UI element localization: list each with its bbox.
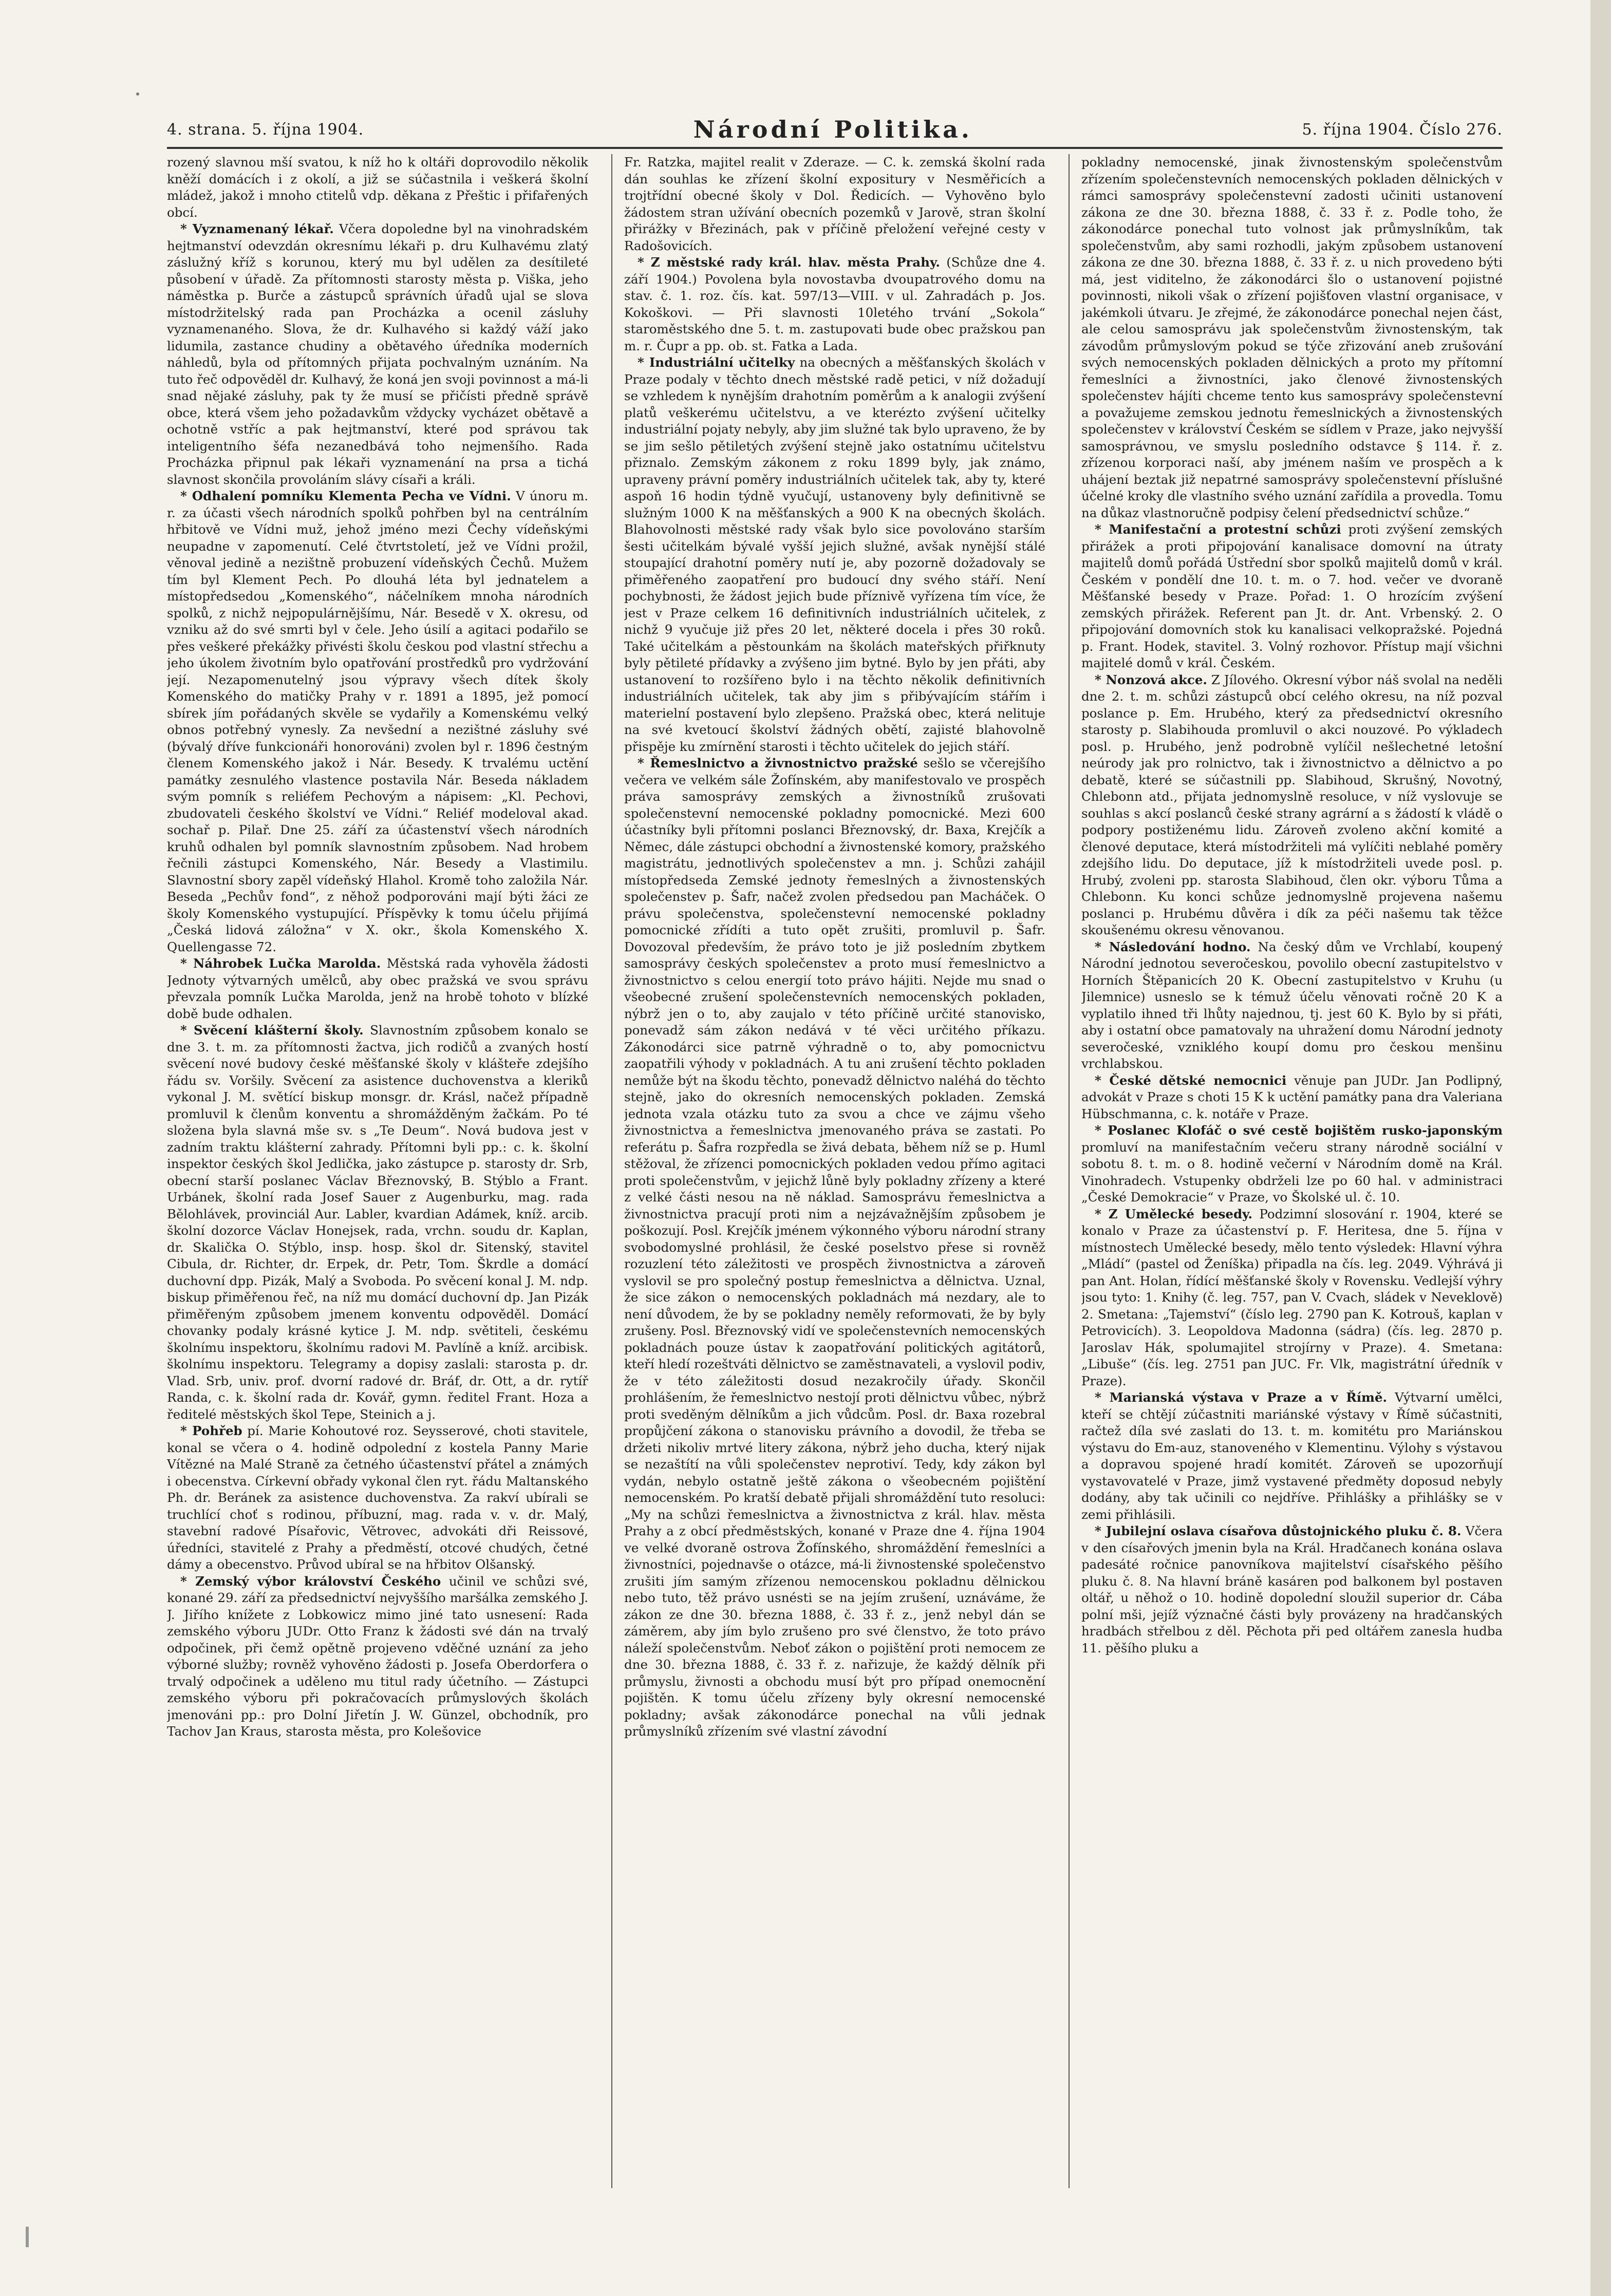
article-headline: * Odhalení pomníku Klementa Pecha ve Vídni. bbox=[180, 488, 511, 503]
column-divider bbox=[611, 154, 612, 2188]
masthead: Národní Politika. bbox=[693, 116, 972, 143]
header-right: 5. října 1904. Číslo 276. bbox=[1302, 120, 1503, 139]
article-headline: * Vyznamenaný lékař. bbox=[180, 221, 334, 236]
article-body: Výtvarní umělci, kteří se chtějí zúčastniti mariánské výstavy v Římě súčastniti, račtež díla své zaslati do 13. t. m. komitétu pro Mariánskou výstavu do Em-auz, stanoveného v Klementinu. Výlohy s výstavou a dopravou spojené hradí komitét. Zároveň se upozorňují vystavovatelé v Praze, jimž vystavené předměty doposud nebyly dodány, aby tak učinili co nejdříve. Přihlášky a přihlášky se v zemi přihlásili. bbox=[1081, 1390, 1503, 1522]
article-paragraph bbox=[167, 488, 588, 955]
article-body: Slavnostním způsobem konalo se dne 3. t. m. za přítomnosti žactva, jich rodičů a zvaných hostí svěcení nové budovy české měšťanské školy v klášteře zdejšího řádu sv. Voršily. Svěcení za asistence duchovenstva a kleriků vykonal J. M. světící biskup monsgr. dr. Krásl, načež případně promluvil k členům konventu a shromážděným žačkám. Po té složena byla slavná mše sv. s „Te Deum“. Nová budova jest v zadním traktu klášterní zahrady. Přítomni byli pp.: c. k. školní inspektor českých škol Jedlička, jako zástupce p. starosty dr. Srb, obecní starší poslanec Václav Březnovský, B. Stýblo a Frant. Urbánek, školní rada Josef Sauer z Augenburku, mag. rada Bělohlávek, provinciál Aur. Labler, kvardian Adámek, kníž. arcib. školní dozorce Václav Honejsek, rada, vrchn. soudu dr. Kaplan, dr. Skalička O. Stýblo, insp. hosp. škol dr. Sitenský, stavitel Cibula, dr. Richter, dr. Erpek, dr. Petr, Tom. Škrdle a domácí duchovní dpp. Pizák, Malý a Svoboda. Po svěcení konal J. M. ndp. biskup přiměřenou řeč, na níž mu domácí duchovní dp. Jan Pizák přiměřeným způsobem jmenem konventu odpověděl. Domácí chovanky podaly krásné kytice J. M. ndp. světiteli, českému školnímu inspektoru, školnímu radovi M. Pavlíně a kníž. arcibisk. školnímu inspektoru. Telegramy a dopisy zaslali: starosta p. dr. Vlad. Srb, univ. prof. dvorní radové dr. Bráf, dr. Ott, a dr. rytíř Randa, c. k. školní rada dr. Kovář, gymn. ředitel Frant. Hoza a ředitelé městských škol Tepe, Steinich a j. bbox=[167, 1023, 588, 1422]
article-paragraph bbox=[1081, 672, 1503, 939]
article-body: Včera dopoledne byl na vinohradském hejtmanství odevzdán okresnímu lékaři p. dru Kulhavému zlatý záslužný kříž s korunou, který mu byl udělen za desítileté působení v úřadě. Za přítomnosti starosty města p. Viška, jeho náměstka p. Burče a zástupců správních úřadů ujal se slova místodržitelský rada pan Procházka a ocenil zásluhy vyznamenaného. Slova, že dr. Kulhavého si každý váží jako lidumila, zastance chudiny a obětavého úředníka moderních náhledů, byla od přítomných přijata pochvalným uznáním. Na tuto řeč odpověděl dr. Kulhavý, že koná jen svoji povinnost a má-li snad nějaké zásluhy, pak ty že musí se přičísti předně správě obce, která všem jeho požadavkům vždycky vycházet obětavě a ochotně vstříc a pak hejtmanství, které pod správou tak inteligentního šéfa nezanedbává toho nejmenšího. Rada Procházka připnul pak lékaři vyznamenání na prsa a tichá slavnost skončila provoláním slávy císaři a králi. bbox=[167, 221, 588, 487]
article-paragraph bbox=[1081, 154, 1503, 521]
article-body: Včera v den císařových jmenin byla na Král. Hradčanech konána oslava padesáté ročnice panovníkova majitelství císařského pěšího pluku č. 8. Na hlavní bráně kasáren pod balkonem byl postaven oltář, u něhož o 10. hodině dopolední sloužil superior dr. Cába polní mši, jejíž význačné části byly provázeny na hradčanských hradbách střelbou z děl. Pěchota při ped oltářem zanesla hudba 11. pěšího pluku a bbox=[1081, 1523, 1503, 1655]
article-headline: * České dětské nemocnici bbox=[1095, 1072, 1287, 1088]
article-paragraph bbox=[1081, 1206, 1503, 1390]
article-headline: * Zemský výbor království Českého bbox=[180, 1573, 441, 1589]
article-body: (Schůze dne 4. září 1904.) Povolena byla novostavba dvoupatrového domu na stav. č. 1. roz. čís. kat. 597/13—VIII. v ul. Zahradách p. Jos. Kokoškovi. — Při slavnosti 10letého trvání „Sokola“ staroměstského dne 5. t. m. zastupovati bude obec pražskou pan m. r. Čupr a pp. ob. st. Fatka a Lada. bbox=[624, 255, 1045, 353]
article-headline: * Řemeslnictvo a živnostnictvo pražské bbox=[638, 756, 918, 770]
article-paragraph bbox=[624, 254, 1045, 354]
column-divider bbox=[1069, 154, 1070, 2188]
article-headline: * Jubilejní oslava císařova důstojnického pluku č. 8. bbox=[1095, 1523, 1462, 1538]
article-paragraph bbox=[1081, 1389, 1503, 1523]
article-headline: * Marianská výstava v Praze a v Římě. bbox=[1095, 1390, 1388, 1405]
article-headline: * Industriální učitelky bbox=[638, 355, 795, 370]
article-paragraph bbox=[1081, 1072, 1503, 1123]
article-paragraph bbox=[167, 955, 588, 1022]
article-headline: * Manifestační a protestní schůzi bbox=[1095, 522, 1341, 537]
article-paragraph bbox=[624, 755, 1045, 1740]
article-paragraph bbox=[1081, 1122, 1503, 1206]
article-body: promluví na manifestačním večeru strany národně sociální v sobotu 8. t. m. o 8. hodině večerní v Národním domě na Král. Vinohradech. Vstupenky obdrželi lze po 60 hal. v administraci „České Demokracie“ v Praze, vo Školské ul. č. 10. bbox=[1081, 1139, 1503, 1205]
article-body: Na český dům ve Vrchlabí, koupený Národní jednotou severočeskou, povolilo obecní zastupitelstvo v Horních Štěpanicích 20 K. Obecní zastupitelstvo v Kruhu (u Jilemnice) usneslo se k témuž účelu věnovati ročně 20 K a vyplatilo ihned tři lhůty najednou, tj. jest 60 K. Bylo by si přáti, aby i ostatní obce pamatovaly na uhražení domu Národní jednoty severočeské, vzniklého koupí domu pro českou menšinu vrchlabskou. bbox=[1081, 939, 1503, 1071]
article-body: Z Jílového. Okresní výbor náš svolal na neděli dne 2. t. m. schůzi zástupců obcí celého okresu, na níž pozval poslance p. Em. Hrubého, který za předsednictví okresního starosty p. Slabihouda promluvil o akci nouzové. Po výkladech posl. p. Hrubého, jenž podrobně vylíčil nešlechetné letošní neúrody jak pro rolnictvo, tak i živnostnictvo a dělnictvo a po debatě, které se súčastnili pp. Slabihoud, Skrušný, Novotný, Chlebonn atd., přijata jednomyslně resoluce, v níž vyslovuje se souhlas s akcí poslanců české strany agrární a s žádostí k vládě o podpory postiženému lidu. Zároveň zvoleno akční komité a členové deputace, která místodržiteli má vylíčiti neblahé poměry zdejšího lidu. Do deputace, jíž k místodržiteli uvede posl. p. Hrubý, zvoleni pp. starosta Slabihoud, člen okr. výboru Tůma a Chlebonn. Ku konci schůze jednomyslně projevena našemu poslanci p. Hrubému důvěra i dík za péči našemu tak těžce skoušenému okresu věnovanou. bbox=[1081, 672, 1503, 937]
article-headline: * Následování hodno. bbox=[1095, 939, 1251, 954]
column-2 bbox=[624, 154, 1045, 2188]
article-body: Fr. Ratzka, majitel realit v Zderaze. — C. k. zemská školní rada dán souhlas ke zřízení školní expositury v Nesměřicích a trojtřídní obecné školy v Dol. Ředicích. — Vyhověno bylo žádostem stran užívání obecních pozemků v Jarově, stran školní přirážky v Březinách, pak v příčině přeložení veřejné cesty v Radošovicích. bbox=[624, 155, 1045, 253]
article-body: pí. Marie Kohoutové roz. Seysserové, choti stavitele, konal se včera o 4. hodině odpolední z kostela Panny Marie Vítězné na Malé Straně za četného účastenství přátel a známých i obecenstva. Církevní obřady vykonal člen ryt. řádu Maltanského Ph. dr. Beránek za asistence duchovenstva. Za rakví ubírali se truchlící choť s rodinou, příbuzní, mag. rada v. v. dr. Malý, stavební radové Písařovic, Větrovec, advokáti dři Reissové, úředníci, stavitelé z Prahy a předměstí, otcové chudých, četné dámy a obecenstvo. Průvod ubíral se na hřbitov Olšanský. bbox=[167, 1423, 588, 1572]
article-body: učinil ve schůzi své, konané 29. září za předsednictví nejvyššího maršálka zemského J. J. Jiřího knížete z Lobkowicz mimo jiné tato usnesení: Rada zemského výboru JUDr. Otto Franz k žádosti své dán na trvalý odpočinek, při čemž opětně projeveno vděčné uznání za jeho výborné služby; rovněž vyhověno žádosti p. Josefa Oberdorfera o trvalý odpočinek a uděleno mu titul rady účetního. — Zástupci zemského výboru při pokračovacích průmyslových školách jmenováni pp.: pro Dolní Jiřetín J. W. Günzel, obchodník, pro Tachov Jan Kraus, starosta města, pro Kolešovice bbox=[167, 1573, 588, 1739]
article-paragraph bbox=[1081, 1523, 1503, 1657]
article-body: pokladny nemocenské, jinak živnostenským společenstvům zřízením společenstevních nemocenských pokladen dělnických v rámci samosprávy společenstevní zadosti učiniti ustanovení zákona ze dne 30. března 1888, č. 33 ř. z. Podle toho, že zákonodárce ponechal tuto volnost jak průmyslníkům, tak společenstvům, aby sami rozhodli, jakým způsobem ustanovení zákona ze dne 30. března 1888, č. 33 ř. z. u nich provedeno býti má, jest viditelno, že zákonodárci šlo o ustanovení pojistné povinnosti, nikoli však o zřízení pojišťoven vlastní organisace, v jakémkoli útvaru. Je zřejmé, že zákonodárce ponechal nejen část, ale celou samosprávu jak společenstvům živnostenským, tak závodům průmyslovým pokud se týče zřizování aneb zrušování svých nemocenských pokladen dělnických a proto my přítomní řemeslníci a živnostníci, jako členové živnostenských společenstev hájíti chceme tento kus samosprávy společenstevní a považujeme zemskou jednotu řemeslnických a živnostenských společenstev v království Českém se sídlem v Praze, jako nejvyšší samosprávnou, ve smyslu posledního odstavce § 114. ř. z. zřízenou korporaci naší, aby jménem naším ve prospěch a k uhájení beztak již nepatrné samosprávy společenstevní příslušné účelné kroky dle vlastního svého uznání zařídila a provedla. Tomu na důkaz vlastnoručně podpisy čelení předsednictví schůze.“ bbox=[1081, 155, 1503, 520]
article-headline: * Náhrobek Lučka Marolda. bbox=[180, 956, 381, 971]
article-headline: * Pohřeb bbox=[180, 1423, 242, 1438]
article-paragraph bbox=[1081, 939, 1503, 1072]
article-body: sešlo se včerejšího večera ve velkém sále Žofínském, aby manifestovalo ve prospěch práva samosprávy zemských a živnostníků zrušovati společenstevní nemocenské pokladny pomocnické. Mezi 600 účastníky byli přítomni poslanci Březnovský, dr. Baxa, Krejčík a Němec, dále zástupci obchodní a živnostenské komory, pražského magistrátu, jednotlivých společenstev a mn. j. Schůzi zahájil místopředseda Zemské jednoty řemeslných a živnostenských společenstev p. Šafr, načež zvolen předsedou pan Macháček. O právu společenstva, společenstevní nemocenské pokladny pomocnické zřídíti a tuto opět zrušiti, promluvil p. Šafr. Dovozoval především, že právo toto je již posledním zbytkem samosprávy českých společenstev a proto musí řemeslnictvo a živnostnictvo s celou energií toto právo hájiti. Nejde mu snad o všeobecné zrušení společenstevních nemocenských pokladen, nýbrž jen o to, aby zaujalo v této příčině určité stanovisko, ponevadž sám zákon nedává v té věci určitého příkazu. Zákonodárci sice patrně výhradně o to, aby pomocnictvu zaopatřili výhody v pokladnách. A tu ani zrušení těchto pokladen nemůže být na škodu těchto, ponevadž dělnictvo naléhá do těchto stejně, jako do okresních nemocenských pokladen. Zemská jednota vzala otázku tuto za svou a chce ve zájmu všeho živnostnictva a řemeslnictva jmenovaného práva se zastati. Po referátu p. Šafra rozpředla se živá debata, během níž se p. Huml stěžoval, že zřízenci pomocnických pokladen vedou přímo agitaci proti společenstvům, v jejichž lůně byly pokladny zřízeny a které z velké části nesou na ně náklad. Samosprávu řemeslnictva a živnostnictva pracují proti nim a nejzávažnějším způsobem je poškozují. Posl. Krejčík jménem výkonného výboru národní strany svobodomyslné prohlásil, že české poselstvo přese si rovněž rozuzlení této záležitosti ve prospěch živnostnictva a zároveň vyslovil se pro společný postup řemeslnictva a dělnictva. Uznal, že sice zákon o nemocenských pokladnách má nezdary, ale to není důvodem, že by se pokladny neměly reformovati, že by byly zrušeny. Posl. Březnovský vidí ve společenstevních nemocenských pokladnách pouze ústav k zaopatřování politických agitátorů, kteří hledí rozeštváti dělnictvo se zaměstnavateli, a vyslovil podiv, že v této záležitosti dosud nezakročily úřady. Skončil prohlášením, že řemeslnictvo nestojí proti dělnictvu vůbec, nýbrž proti sveděným dělníkům a jich vůdcům. Posl. dr. Baxa rozebral propůjčení zákona o stanovisku právního a dovodil, že třeba se držeti nikoliv mrtvé litery zákona, nýbrž jeho ducha, který nijak se nezaštítí na vůli společenstev neprotiví. Tedy, kdy zákon byl vydán, nebylo ostatně ještě zákona o všeobecném pojištění nemocenském. Po kratší debatě přijali shromáždění tuto resoluci: „My na schůzi řemeslnictva a živnostnictva z král. hlav. města Prahy a z obcí předměstských, konané v Praze dne 4. října 1904 ve velké dvoraně ostrova Žofínského, shromáždění řemeslníci a živnostníci, pojednavše o otázce, má-li živnostenské společenstvo zrušiti jím samým zřízenou nemocenskou pokladnu dělnickou nebo tuto, těž právo usnésti se na jejím zrušení, uznáváme, že zákon ze dne 30. března 1888, č. 33 ř. z., jenž nebyl dán se záměrem, aby jím bylo zrušeno pro své členstvo, že toto právo náleží společenstvům. Neboť zákon o pojištění proti nemocem ze dne 30. března 1888, č. 33 ř. z. nařizuje, že každý dělník při průmyslu, živnosti a obchodu musí být pro případ onemocnění pojištěn. K tomu účelu zřízeny byly okresní nemocenské pokladny; avšak zákonodárce ponechal na vůli jednak průmyslníků zřízením své vlastní závodní bbox=[624, 756, 1045, 1739]
article-paragraph bbox=[624, 154, 1045, 254]
article-paragraph bbox=[167, 154, 588, 221]
article-paragraph bbox=[167, 1573, 588, 1740]
article-paragraph bbox=[167, 1423, 588, 1573]
print-dot bbox=[136, 92, 139, 96]
article-headline: * Poslanec Klofáč o své cestě bojištěm rusko-japonským bbox=[1095, 1123, 1503, 1138]
article-body: rozený slavnou mší svatou, k níž ho k oltáři doprovodilo několik kněží domácích i z okolí, a již se súčastnila i veškerá školní mládež, jakož i mnoho ctitelů vdp. děkana z Přeštic i přifařených obcí. bbox=[167, 155, 588, 220]
article-paragraph bbox=[167, 1022, 588, 1423]
article-body: věnuje pan JUDr. Jan Podlipný, advokát v Praze s choti 15 K k uctění památky pana dra Valeriana Hübschmanna, c. k. notáře v Praze. bbox=[1081, 1072, 1503, 1121]
header-rule bbox=[167, 147, 1503, 149]
page-edge bbox=[1590, 0, 1611, 2296]
page-header bbox=[167, 114, 1503, 145]
article-body: proti zvýšení zemských přirážek a proti připojování kanalisace domovní na útraty majitelů domů pořádá Ústřední sbor spolků majitelů domů v král. Českém v pondělí dne 10. t. m. o 7. hod. večer ve dvoraně Měšťanské besedy v Praze. Pořad: 1. O hrozícím zvýšení zemských přirážek. Referent pan Jt. dr. Ant. Vrbenský. 2. O připojování domovních stok ku kanalisaci velkopražské. Pojedná p. Frant. Hodek, stavitel. 3. Volný rozhovor. Přístup mají všichni majitelé domů v král. Českém. bbox=[1081, 522, 1503, 670]
article-headline: * Svěcení klášterní školy. bbox=[180, 1023, 364, 1038]
article-headline: * Z městské rady král. hlav. města Prahy. bbox=[638, 255, 940, 270]
article-body: Podzimní slosování r. 1904, které se konalo v Praze za účastenství p. F. Heritesa, dne 5. října v místnostech Umělecké besedy, mělo tento výsledek: Hlavní výhra „Mládí“ (pastel od Ženíška) připadla na čís. leg. 2049. Výhrává ji pan Ant. Holan, řídící měšťanské školy v Rovensku. Vedlejší výhry jsou tyto: 1. Knihy (č. leg. 757, pan V. Cvach, sládek v Neveklově) 2. Smetana: „Tajemství“ (číslo leg. 2790 pan K. Kotrouš, kaplan v Petrovicích). 3. Leopoldova Madonna (sádra) (čís. leg. 2870 p. Jaroslav Hák, spolumajitel strojírny v Praze). 4. Smetana: „Libuše“ (čís. leg. 2751 pan JUC. Fr. Vlk, magistrátní úředník v Praze). bbox=[1081, 1206, 1503, 1388]
article-headline: * Z Umělecké besedy. bbox=[1095, 1206, 1253, 1221]
column-3 bbox=[1081, 154, 1503, 2188]
article-paragraph bbox=[1081, 521, 1503, 672]
article-paragraph bbox=[167, 221, 588, 488]
column-1 bbox=[167, 154, 588, 2188]
header-left: 4. strana. 5. října 1904. bbox=[167, 120, 364, 139]
article-body: na obecných a měšťanských školách v Praze podaly v těchto dnech městské radě petici, v níž dožadují se vzhledem k nynějším drahotním poměrům a k analogii zvýšení platů veškerému učitelstvu, a ve kterézto zvýšení učitelky industriální pojaty nebyly, aby jim služné tak bylo upraveno, že by se jim sešlo pětiletých zvýšení stejně jako ostatnímu učitelstvu přiznalo. Zemským zákonem z roku 1899 byly, jak známo, upraveny právní poměry industriálních učitelek tak, aby ty, které aspoň 16 hodin týdně vyučují, ustanoveny byly definitivně se služným 1000 K na měšťanských a 900 K na obecných školách. Blahovolnosti městské rady však bylo sice povolováno starším šesti učitelkám bývalé vyšší jejich služné, avšak nynější stálé stoupající drahotní poměry nutí je, aby pozorně dožadovaly se přiměřeného zaopatření pro budoucí dny svého stáří. Není pochybnosti, že žádost jejich bude příznivě vyřízena tím více, že jest v Praze celkem 16 definitivních industriálních učitelek, z nichž 9 vyučuje již přes 20 let, některé docela i přes 30 roků. Také učitelkám a pěstounkám na školách mateřských přiřknuty byly pětileté přídavky a zvýšeno jim bytné. Bylo by jen přáti, aby ustanovení to rozšířeno bylo i na těchto několik definitivních industriálních učitelek, tak aby jim s přibývajícím stářím i materielní postavení bylo zlepšeno. Pražská obec, která nelituje na své kvetoucí školství žádných obětí, zajisté blahovolně přispěje ku zmírnění starosti i těchto učitelek do jejich stáří. bbox=[624, 355, 1045, 754]
article-body: V únoru m. r. za účasti všech národních spolků pohřben byl na centrálním hřbitově ve Vídni muž, jehož jméno mezi Čechy vídeňskými neupadne v zapomenutí. Celé čtvrtstoletí, jež ve Vídni prožil, věnoval jedině a nezištně probuzení vídeňských Čechů. Mužem tím byl Klement Pech. Po dlouhá léta byl jednatelem a místopředsedou „Komenského“, náčelníkem mnoha národních spolků, z nichž nejpopulárnějšímu, Nár. Besedě v X. okresu, od vzniku až do své smrti byl v čele. Jeho úsilí a agitaci podařilo se přes veškeré překážky přivésti školu českou pod vlastní střechu a jeho úkolem životním bylo opatřování prostředků pro vydržování její. Nezapomenutelný jsou výpravy všech dítek školy Komenského do matičky Prahy v r. 1891 a 1895, jež pomocí sbírek jím pořádaných skvěle se vydařily a Komenskému velký obnos potřebný vynesly. Za nevšední a nezištné zásluhy své (bývalý dříve funkcionáři honorováni) zvolen byl r. 1896 čestným členem Komenského jakož i Nár. Besedy. K trvalému uctění památky zesnulého vlastence postavila Nár. Beseda nákladem svým pomník s reliéfem Pechovým a nápisem: „Kl. Pechovi, zbudovateli českého školství ve Vídni.“ Reliéf modeloval akad. sochař p. Pilař. Dne 25. září za účastenství všech národních kruhů odhalen byl pomník slavnostním způsobem. Nad hrobem řečnili zástupci Komenského, Nár. Besedy a Vlastimilu. Slavnostní sbory zapěl vídeňský Hlahol. Kromě toho založila Nár. Beseda „Pechův fond“, z něhož podporováni mají býti žáci ze školy Komenského vystupující. Příspěvky k tomu účelu přijímá „Česká lidová záložna“ v X. okr., škola Komenského X. Quellengasse 72. bbox=[167, 488, 588, 954]
article-headline: * Nonzová akce. bbox=[1095, 672, 1207, 687]
article-body: Městská rada vyhověla žádosti Jednoty výtvarných umělců, aby obec pražská ve svou správu převzala pomník Lučka Marolda, jenž na hrobě tohoto v blízké době bude odhalen. bbox=[167, 956, 588, 1021]
margin-mark bbox=[26, 2227, 29, 2247]
article-paragraph bbox=[624, 354, 1045, 755]
